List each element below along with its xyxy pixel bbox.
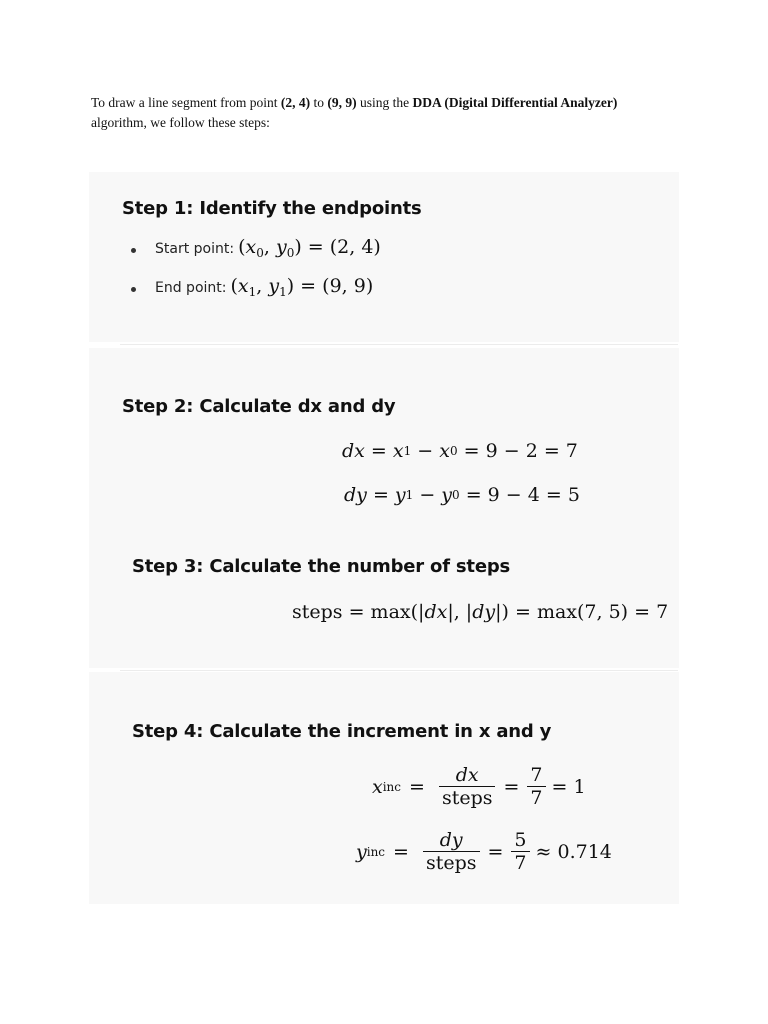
end-point-label: End point: bbox=[155, 280, 227, 296]
dx-over-steps-fraction: $\frac{dx}{\text{steps}}$ bbox=[439, 764, 496, 809]
step1-heading: Step 1: Identify the endpoints bbox=[122, 198, 422, 219]
dx-expression: 9 − 2 = 7 bbox=[485, 440, 578, 462]
step3-heading: Step 3: Calculate the number of steps bbox=[132, 556, 511, 577]
end-point-formula: ($x_1$, $y_1) = (9$, 9) bbox=[230, 275, 374, 299]
divider bbox=[120, 670, 678, 671]
start-point-formula: ($x_0$, $y_0) = (2$, 4) bbox=[238, 236, 381, 260]
y-increment-equation: y inc = $\frac{dy}{\text{steps}}$ = $\frac{5}{7}$ ≈ 0.714 bbox=[356, 829, 612, 874]
y-inc-subscript: inc bbox=[366, 844, 386, 859]
divider bbox=[120, 344, 678, 345]
dy-equation: dy = y 1 − y 0 = 9 − 4 = 5 bbox=[344, 484, 580, 506]
x-numeric-fraction bbox=[527, 764, 545, 809]
intro-paragraph bbox=[91, 93, 651, 133]
intro-text-1: To draw a line segment from point bbox=[91, 95, 281, 110]
step4-heading: Step 4: Calculate the increment in x and y bbox=[132, 721, 552, 742]
step2-heading: Step 2: Calculate dx and dy bbox=[122, 396, 396, 417]
end-point-value: (9, 9) bbox=[322, 275, 374, 297]
y-numerator: 5 bbox=[514, 829, 527, 851]
intro-end-point: (9, 9) bbox=[327, 95, 357, 110]
start-point-line bbox=[155, 236, 381, 260]
intro-start-point: (2, 4) bbox=[280, 95, 311, 110]
dx-equation: dx = x 1 − x 0 = 9 − 2 = 7 bbox=[342, 440, 578, 462]
steps-result: max(7, 5) = 7 bbox=[536, 601, 669, 623]
intro-text-3: using the bbox=[356, 95, 413, 110]
y-increment-result: ≈ 0.714 bbox=[535, 840, 612, 863]
start-point-label: Start point: bbox=[155, 241, 235, 257]
steps-equation: steps = max (| dx |, | dy |) = max(7, 5) = 7 bbox=[292, 601, 669, 623]
bullet-dot bbox=[131, 287, 136, 292]
x-increment-result: = 1 bbox=[551, 775, 586, 798]
intro-dda-name: DDA (Digital Differential Analyzer) bbox=[412, 95, 618, 110]
y-numeric-fraction bbox=[511, 829, 529, 874]
end-point-line bbox=[155, 275, 373, 299]
fraction-denominator: steps bbox=[423, 851, 480, 874]
x-inc-subscript: inc bbox=[382, 779, 402, 794]
max-word: max bbox=[370, 601, 411, 623]
dy-over-steps-fraction: $\frac{dy}{\text{steps}}$ bbox=[423, 829, 480, 874]
steps-word: steps bbox=[292, 601, 343, 623]
x-increment-equation: x inc = $\frac{dx}{\text{steps}}$ = $\frac{7}{7}$ = 1 bbox=[372, 764, 586, 809]
fraction-denominator: steps bbox=[439, 786, 496, 809]
x-denominator: 7 bbox=[527, 786, 545, 809]
intro-text-2: to bbox=[310, 95, 328, 110]
y-denominator: 7 bbox=[511, 851, 529, 874]
x-numerator: 7 bbox=[530, 764, 543, 786]
dy-expression: 9 − 4 = 5 bbox=[487, 484, 580, 506]
bullet-dot bbox=[131, 248, 136, 253]
intro-text-4: algorithm, we follow these steps: bbox=[91, 115, 270, 130]
start-point-value: (2, 4) bbox=[329, 236, 381, 258]
